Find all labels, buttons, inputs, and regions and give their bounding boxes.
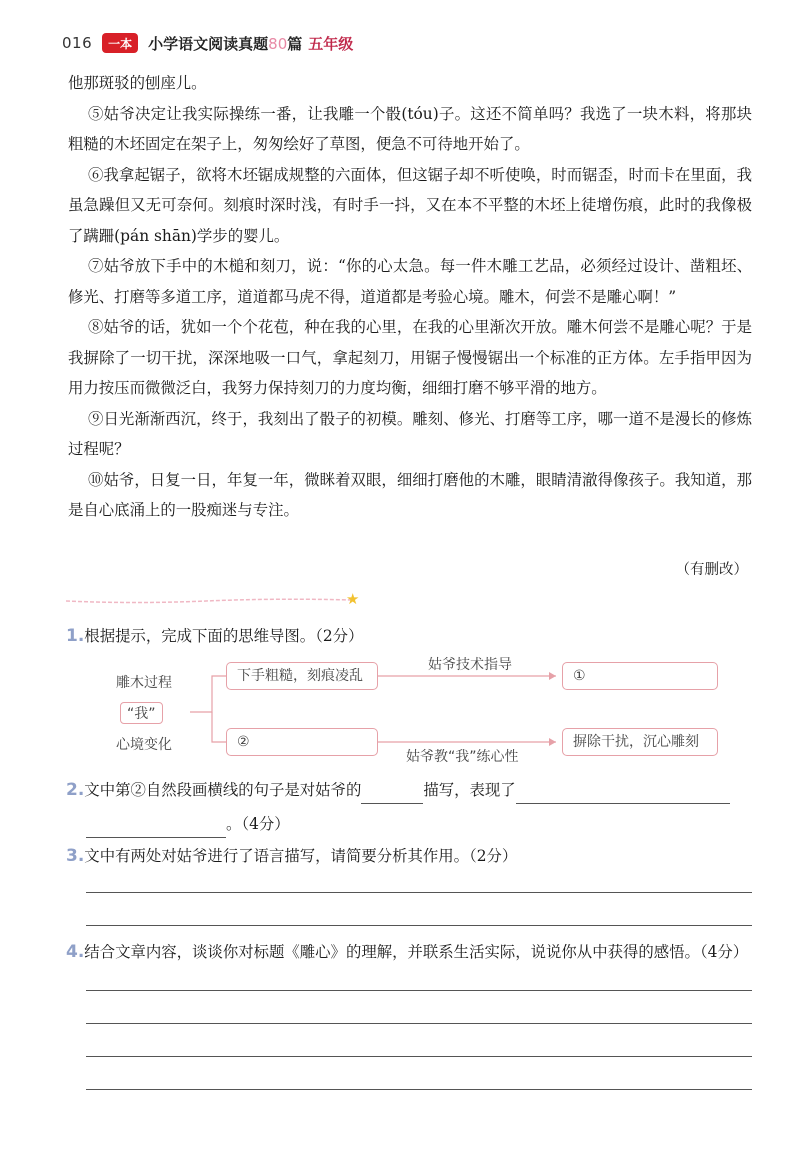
question-text: 结合文章内容，谈谈你对标题《雕心》的理解，并联系生活实际，说说你从中获得的感悟。（4分） [84,943,749,961]
star-icon: ★ [346,590,360,608]
answer-line[interactable] [86,990,752,991]
series-prefix: 小学语文阅读真题 [148,34,269,53]
question-text: 。（4分） [226,815,290,833]
mind-map [100,650,740,770]
paragraph: ⑤姑爷决定让我实际操练一番，让我雕一个骰(tóu)子。这还不简单吗？我选了一块木料，将那块粗糙的木坯固定在架子上，匆匆绘好了草图，便急不可待地开始了。 [68,104,752,153]
paragraph: ⑦姑爷放下手中的木槌和刻刀，说：“你的心太急。每一件木雕工艺品，必须经过设计、凿粗坯、修光、打磨等多道工序，道道都马虎不得，道道都是考验心境。雕木，何尝不是雕心啊！” [68,257,752,306]
question-2 [66,776,756,804]
answer-line[interactable] [86,1056,752,1057]
question-text: 描写，表现了 [423,781,516,799]
source-note: （有删改） [675,562,748,578]
mind-map-arrow-label-guidance: 姑爷技术指导 [428,657,512,673]
section-divider [66,596,352,606]
question-text: 根据提示，完成下面的思维导图。（2分） [84,627,364,645]
mind-map-label-mood: 心境变化 [116,737,172,753]
paragraph: ⑨日光渐渐西沉，终于，我刻出了骰子的初模。雕刻、修光、打磨等工序，哪一道不是漫长的修炼过程呢？ [68,409,752,458]
mind-map-box-rough-start: 下手粗糙，刻痕凌乱 [226,662,378,690]
reading-passage [68,68,752,526]
mind-map-blank-2[interactable]: ② [226,728,378,756]
mind-map-arrow-label-mind: 姑爷教“我”练心性 [406,749,519,765]
answer-line[interactable] [86,925,752,926]
mind-map-center: “我” [120,702,163,724]
mind-map-blank-1[interactable]: ① [562,662,718,690]
question-number: 3. [66,846,85,866]
mind-map-box-focus: 摒除干扰，沉心雕刻 [562,728,718,756]
question-4 [66,938,748,966]
answer-line[interactable] [86,1089,752,1090]
question-number: 4. [66,942,85,962]
paragraph: ⑥我拿起锯子，欲将木坯锯成规整的六面体，但这锯子却不听使唤，时而锯歪，时而卡在里面，我虽急躁但又无可奈何。刻痕时深时浅，有时手一抖，又在本不平整的木坯上徒增伤痕，此时的我像极了蹒跚(pán shān)学步的婴儿。 [68,165,752,245]
paragraph: 他那斑驳的刨座儿。 [68,74,207,92]
page-number: 016 [62,34,93,52]
question-1 [66,622,363,650]
question-text: 文中有两处对姑爷进行了语言描写，请简要分析其作用。（2分） [84,847,518,865]
question-number: 2. [66,780,85,800]
page-header [62,30,353,56]
question-3 [66,842,517,870]
answer-line[interactable] [86,892,752,893]
brand-logo: 一本 [102,33,138,53]
question-number: 1. [66,626,85,646]
answer-blank[interactable] [361,782,423,804]
mind-map-label-process: 雕木过程 [116,675,172,691]
paragraph: ⑩姑爷，日复一日，年复一年，微眯着双眼，细细打磨他的木雕，眼睛清澈得像孩子。我知道，那是自心底涌上的一股痴迷与专注。 [68,470,752,519]
paragraph: ⑧姑爷的话，犹如一个个花苞，种在我的心里，在我的心里渐次开放。雕木何尝不是雕心呢？于是我摒除了一切干扰，深深地吸一口气，拿起刻刀，用锯子慢慢锯出一个标准的正方体。左手指甲因为用力按压而微微泛白，我努力保持刻刀的力度均衡，细细打磨不够平滑的地方。 [68,318,752,397]
series-number: 80 [268,34,288,53]
grade-label: 五年级 [308,34,354,53]
answer-blank[interactable] [86,816,226,838]
question-2-continued [86,810,290,838]
series-title [148,33,353,54]
answer-line[interactable] [86,1023,752,1024]
question-text: 文中第②自然段画横线的句子是对姑爷的 [84,781,362,799]
answer-blank[interactable] [516,782,730,804]
series-suffix: 篇 [287,34,303,53]
